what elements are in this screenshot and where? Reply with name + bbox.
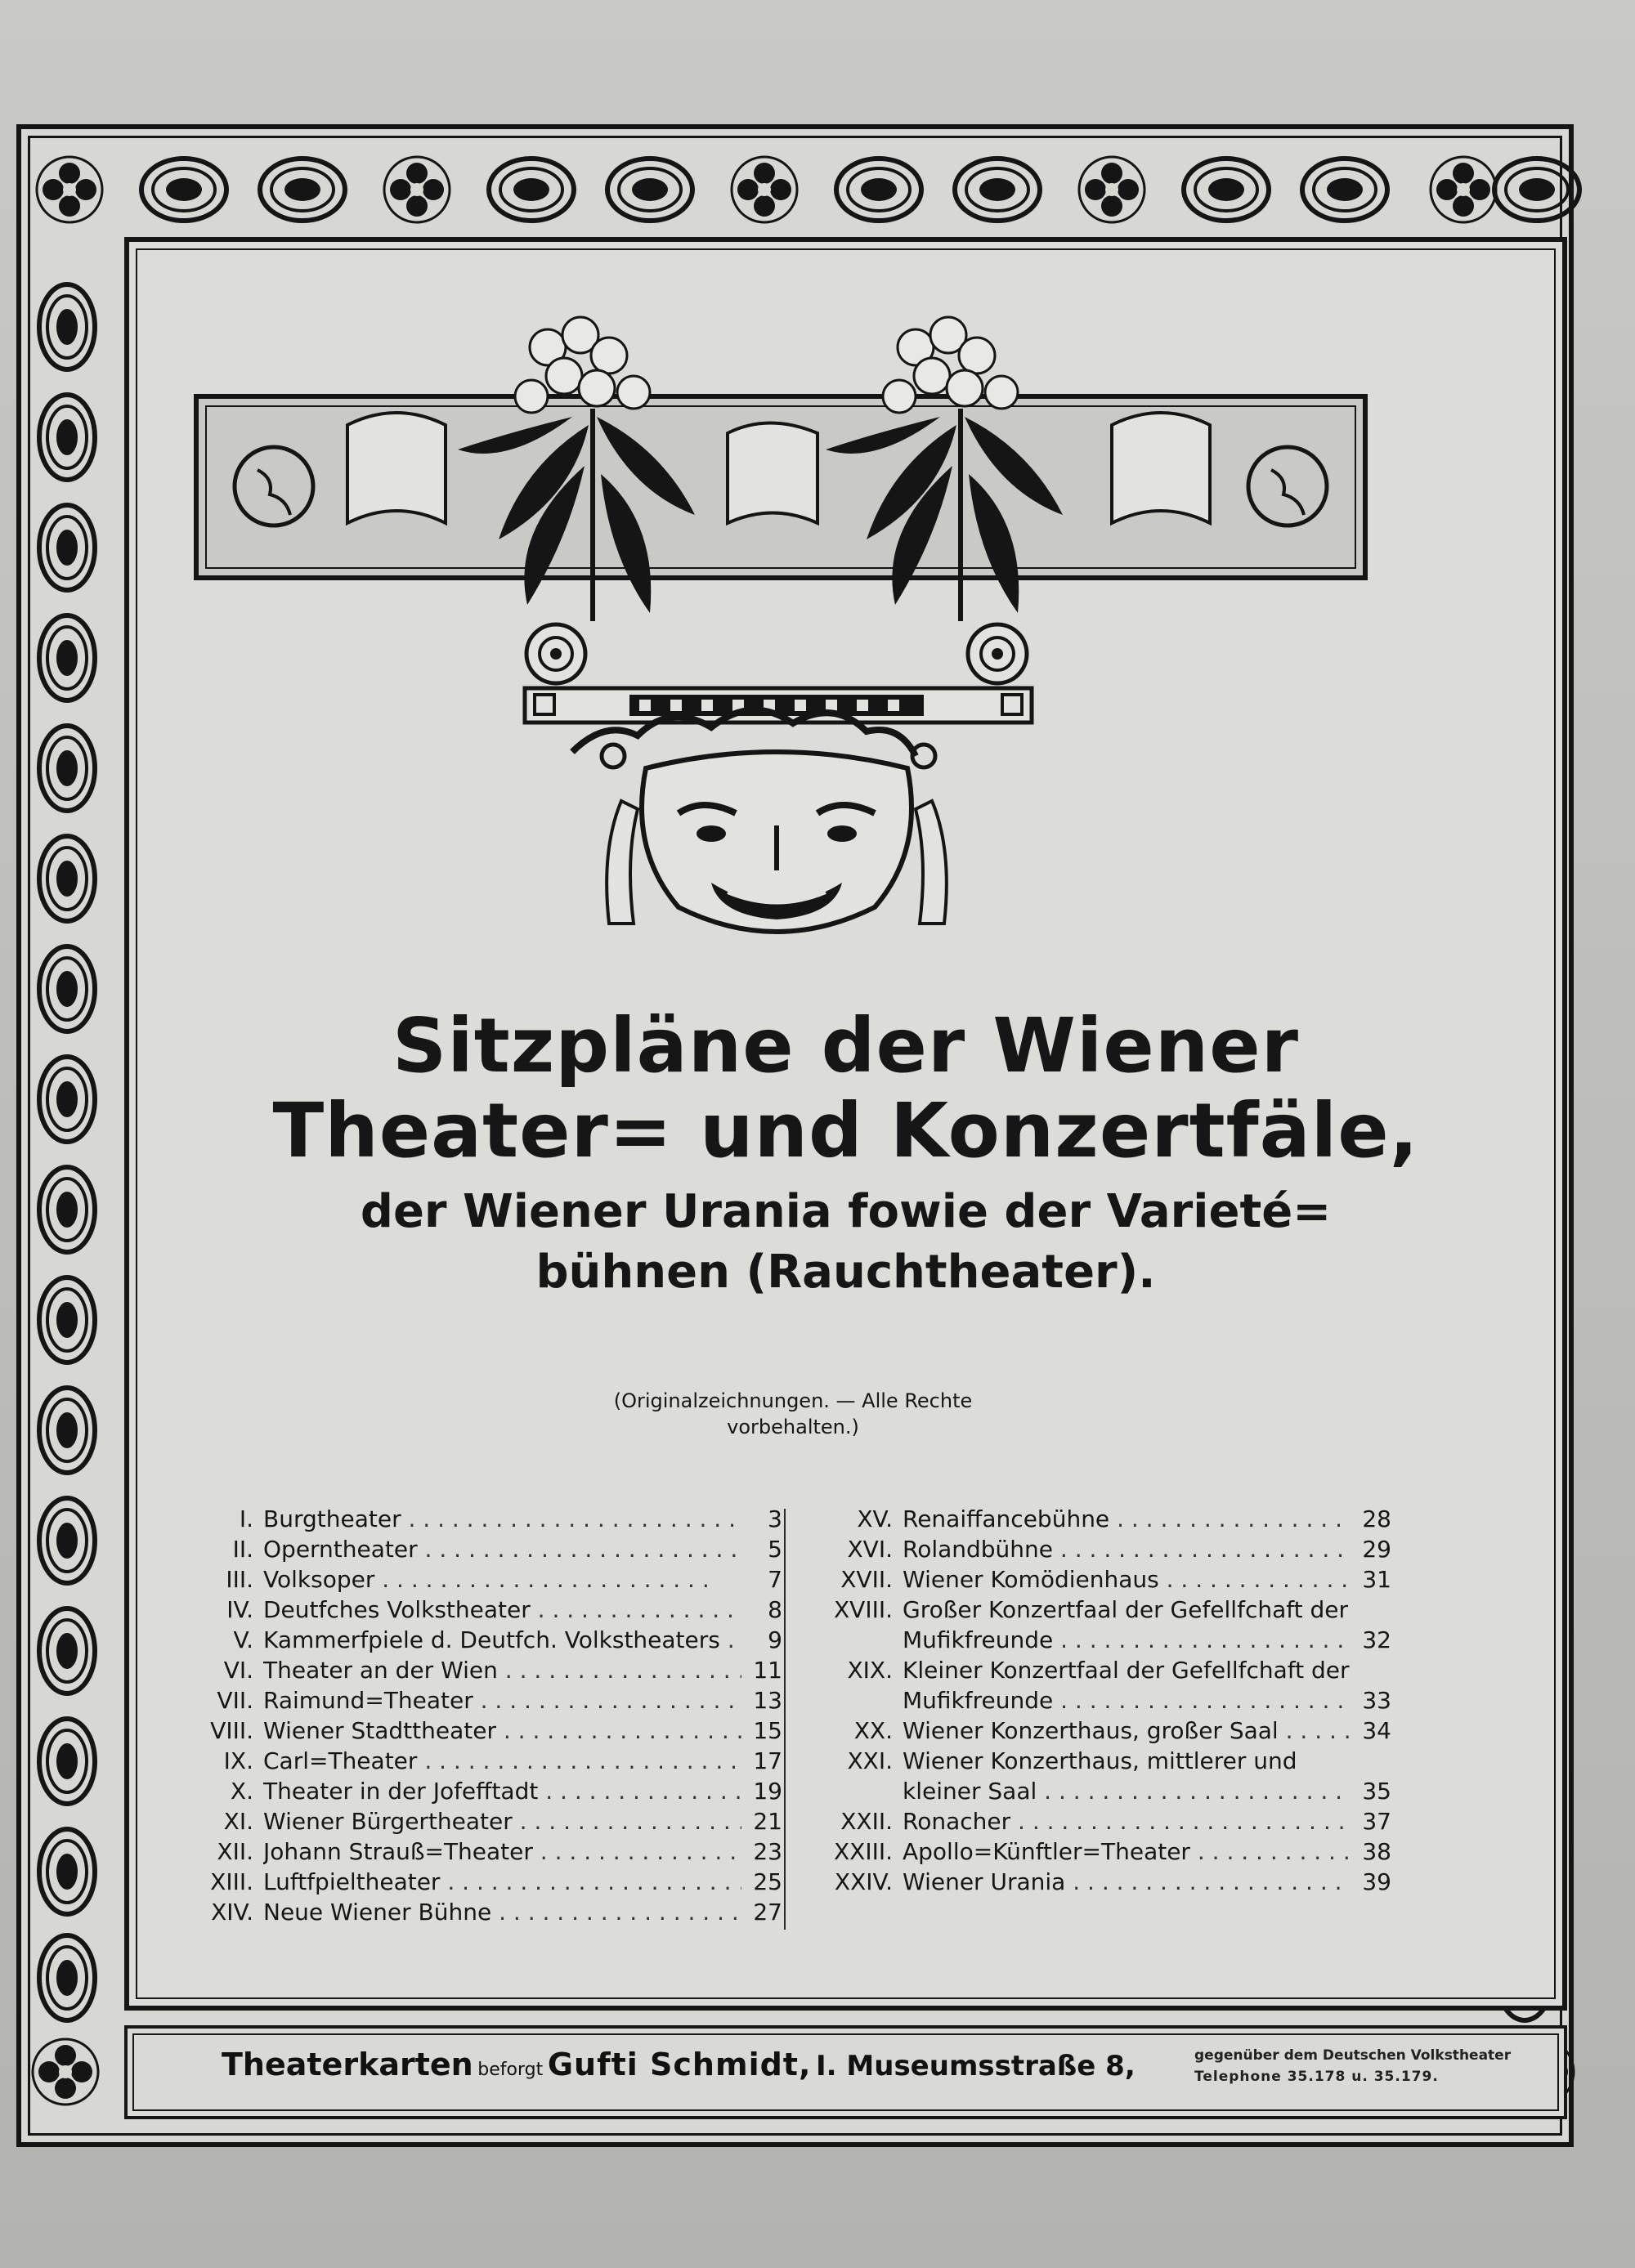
toc-row: [786, 1836, 1391, 1867]
bottom-left-flower-icon: [33, 2039, 98, 2105]
toc-entry-number: XVI.: [847, 1536, 893, 1563]
toc-entry-page: 15: [753, 1717, 782, 1744]
page-subtitle-line-2: bühnen (Rauchtheater).: [535, 1246, 1156, 1299]
toc-entry-page: 37: [1362, 1808, 1391, 1835]
toc-entry-title: Kammerfpiele d. Deutfch. Volkstheaters . .: [263, 1625, 741, 1655]
toc-entry-title: Wiener Konzerthaus, mittlerer und: [903, 1747, 1297, 1774]
toc-entry-page: 34: [1362, 1717, 1391, 1744]
theatre-mask-illustration: [188, 311, 1373, 948]
toc-entry-title: Kleiner Konzertfaal der Gefellfchaft der: [903, 1657, 1350, 1684]
toc-entry-number: XVII.: [840, 1566, 893, 1593]
toc-entry-page: 28: [1362, 1505, 1391, 1532]
toc-entry-title: Renaiffancebühne . .: [903, 1504, 1351, 1534]
toc-entry-number: III.: [226, 1566, 253, 1593]
toc-entry-title: Wiener Konzerthaus, großer Saal . .: [903, 1716, 1351, 1746]
rights-note: [564, 1388, 1022, 1440]
toc-right-column: [786, 1504, 1391, 1897]
toc-row: [181, 1625, 782, 1655]
toc-row: [786, 1595, 1391, 1625]
page-title-line-1: Sitzpläne der Wiener: [392, 1002, 1300, 1089]
toc-row: [181, 1534, 782, 1564]
toc-row: [181, 1746, 782, 1776]
toc-entry-page: 7: [768, 1566, 782, 1593]
toc-row: [786, 1806, 1391, 1836]
footer-address: I. Museumsstraße 8,: [816, 2050, 1136, 2082]
toc-row: [786, 1655, 1391, 1685]
toc-entry-title: Carl=Theater . .: [263, 1746, 741, 1776]
toc-entry-number: XII.: [217, 1838, 253, 1865]
toc-entry-page: 29: [1362, 1536, 1391, 1563]
title-block: [124, 1004, 1567, 1303]
toc-entry-title: Neue Wiener Bühne . .: [263, 1897, 741, 1927]
toc-entry-number: XXIII.: [833, 1838, 893, 1865]
toc-entry-title: Wiener Bürgertheater . .: [263, 1806, 741, 1836]
footer-advert-text: [222, 2047, 1136, 2082]
toc-entry-title: Deutfches Volkstheater . .: [263, 1595, 741, 1625]
toc-entry-page: 27: [753, 1899, 782, 1926]
toc-entry-title: Wiener Stadttheater . .: [263, 1716, 741, 1746]
toc-entry-title: Großer Konzertfaal der Gefellfchaft der: [903, 1596, 1349, 1623]
toc-row: [181, 1564, 782, 1595]
toc-entry-number: XVIII.: [833, 1596, 893, 1623]
grotesque-mask-icon: [642, 752, 912, 932]
toc-entry-number: V.: [233, 1626, 253, 1653]
toc-entry-page: 35: [1362, 1778, 1391, 1805]
toc-entry-number: XIX.: [847, 1657, 893, 1684]
toc-entry-number: VII.: [217, 1687, 253, 1714]
toc-entry-page: 33: [1362, 1687, 1391, 1714]
toc-entry-page: 5: [768, 1536, 782, 1563]
footer-theaterkarten: Theaterkarten: [222, 2047, 473, 2082]
toc-entry-number: XXII.: [840, 1808, 893, 1835]
footer-vendor-name: Gufti Schmidt,: [547, 2047, 812, 2082]
toc-left-column: [181, 1504, 782, 1927]
footer-beforgt: beforgt: [477, 2060, 544, 2080]
toc-row-continuation: [786, 1685, 1391, 1716]
toc-entry-page: 9: [768, 1626, 782, 1653]
toc-entry-number: I.: [239, 1505, 253, 1532]
toc-entry-number: XXI.: [847, 1747, 893, 1774]
toc-entry-number: XV.: [857, 1505, 893, 1532]
toc-column-divider: [784, 1509, 786, 1930]
toc-entry-number: IV.: [226, 1596, 253, 1623]
toc-entry-title: Raimund=Theater . .: [263, 1685, 741, 1716]
toc-entry-page: 38: [1362, 1838, 1391, 1865]
toc-entry-title: Operntheater . .: [263, 1534, 741, 1564]
toc-entry-page: 3: [768, 1505, 782, 1532]
toc-entry-title: Johann Strauß=Theater . .: [263, 1836, 741, 1867]
toc-entry-title: Theater an der Wien . .: [263, 1655, 741, 1685]
toc-entry-number: VI.: [223, 1657, 253, 1684]
page-title-line-2: Theater= und Konzertfäle,: [272, 1087, 1419, 1174]
toc-row: [786, 1867, 1391, 1897]
toc-row: [181, 1776, 782, 1806]
toc-entry-title: Theater in der Jofefftadt . .: [263, 1776, 741, 1806]
toc-entry-page: 31: [1362, 1566, 1391, 1593]
toc-entry-number: IX.: [223, 1747, 253, 1774]
toc-entry-page: 23: [753, 1838, 782, 1865]
footer-telephone: Telephone 35.178 u. 35.179.: [1194, 2069, 1439, 2085]
toc-row-continuation: [786, 1776, 1391, 1806]
toc-row: [181, 1867, 782, 1897]
toc-entry-number: XI.: [223, 1808, 253, 1835]
toc-entry-title-continued: Mufikfreunde . .: [903, 1625, 1351, 1655]
toc-row: [181, 1595, 782, 1625]
toc-entry-page: 39: [1362, 1868, 1391, 1895]
top-ornament-band: [37, 157, 1579, 222]
toc-row: [181, 1806, 782, 1836]
toc-entry-title: Apollo=Künftler=Theater . .: [903, 1836, 1351, 1867]
toc-entry-title-continued: kleiner Saal . .: [903, 1776, 1351, 1806]
toc-entry-title-continued: Mufikfreunde . .: [903, 1685, 1351, 1716]
toc-entry-page: 11: [753, 1657, 782, 1684]
toc-row: [181, 1716, 782, 1746]
toc-row: [181, 1655, 782, 1685]
toc-entry-page: 32: [1362, 1626, 1391, 1653]
toc-entry-page: 13: [753, 1687, 782, 1714]
toc-row: [786, 1534, 1391, 1564]
toc-row: [181, 1685, 782, 1716]
toc-row: [786, 1746, 1391, 1776]
page-subtitle-line-1: der Wiener Urania fowie der Varieté=: [360, 1185, 1332, 1238]
left-ornament-band: [39, 284, 95, 2020]
toc-entry-number: II.: [232, 1536, 253, 1563]
toc-entry-title: Wiener Komödienhaus . .: [903, 1564, 1351, 1595]
toc-entry-title: Luftfpieltheater . .: [263, 1867, 741, 1897]
toc-entry-page: 17: [753, 1747, 782, 1774]
toc-entry-title: Wiener Urania . .: [903, 1867, 1351, 1897]
toc-entry-number: XXIV.: [834, 1868, 893, 1895]
toc-entry-number: X.: [230, 1778, 253, 1805]
ticket-advert-footer: [124, 2025, 1567, 2119]
rights-note-line-1: (Originalzeichnungen. — Alle Rechte: [613, 1389, 973, 1412]
toc-entry-page: 25: [753, 1868, 782, 1895]
rights-note-line-2: vorbehalten.): [727, 1416, 859, 1438]
toc-entry-title: Burgtheater . .: [263, 1504, 741, 1534]
toc-entry-page: 8: [768, 1596, 782, 1623]
toc-entry-number: VIII.: [210, 1717, 253, 1744]
toc-row-continuation: [786, 1625, 1391, 1655]
table-of-contents: [181, 1504, 1391, 1937]
toc-entry-title: Ronacher . .: [903, 1806, 1351, 1836]
toc-entry-number: XX.: [853, 1717, 893, 1744]
toc-row: [786, 1504, 1391, 1534]
toc-entry-title: Rolandbühne . .: [903, 1534, 1351, 1564]
toc-row: [786, 1716, 1391, 1746]
toc-row: [181, 1897, 782, 1927]
toc-entry-title: Volksoper . .: [263, 1564, 741, 1595]
toc-entry-number: XIV.: [211, 1899, 253, 1926]
toc-entry-page: 19: [753, 1778, 782, 1805]
toc-entry-number: XIII.: [210, 1868, 253, 1895]
toc-row: [181, 1504, 782, 1534]
toc-row: [786, 1564, 1391, 1595]
toc-entry-page: 21: [753, 1808, 782, 1835]
footer-side-note: [1194, 2045, 1511, 2087]
toc-row: [181, 1836, 782, 1867]
footer-location-note: gegenüber dem Deutschen Volkstheater: [1194, 2047, 1512, 2064]
